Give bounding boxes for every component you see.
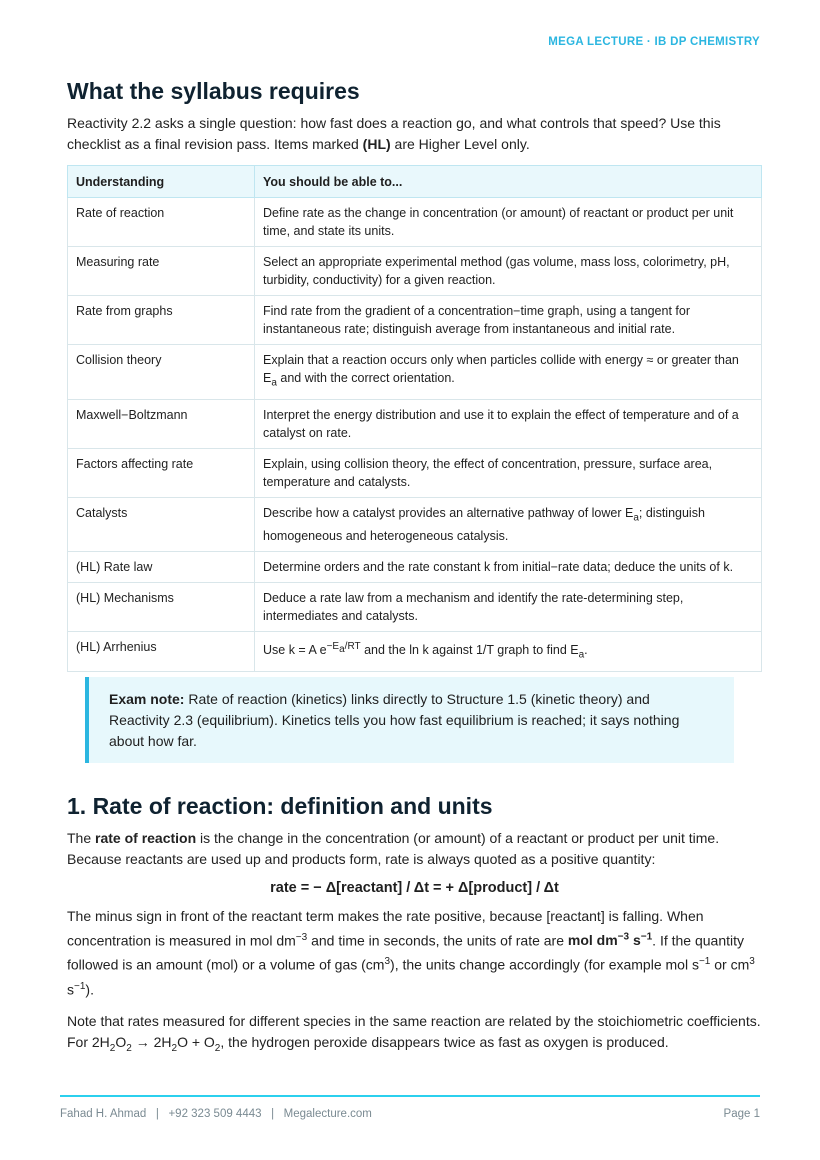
rate-units-sup: −1 bbox=[640, 931, 653, 943]
syllabus-table bbox=[67, 165, 762, 672]
table-row bbox=[68, 198, 762, 247]
desc-text: Describe how a catalyst provides an alternative pathway of lower E bbox=[263, 505, 634, 520]
p1-text: is the change in the concentration (or amount) of a reactant or product per unit time. Because reactants are used up and products form, rate is always quoted as a positive quantity: bbox=[67, 829, 720, 867]
exponent-text: /RT bbox=[344, 641, 361, 652]
section-1-paragraph-1 bbox=[67, 828, 762, 870]
intro-text-2: are Higher Level only. bbox=[390, 136, 530, 152]
table-row bbox=[68, 345, 762, 400]
row-desc: Find rate from the gradient of a concentration−time graph, using a tangent for instantaneous rate; distinguish average from instantaneous and initial rate. bbox=[255, 296, 762, 345]
row-topic: (HL) Mechanisms bbox=[68, 583, 255, 632]
p3-sub: 2 bbox=[171, 1042, 178, 1054]
rate-units-sup: −3 bbox=[617, 931, 630, 943]
desc-text: . bbox=[584, 643, 588, 658]
rate-equation: rate = − Δ[reactant] / Δt = + Δ[product] / Δt bbox=[270, 879, 559, 896]
row-desc: Define rate as the change in concentration (or amount) of reactant or product per unit time, and state its units. bbox=[255, 198, 762, 247]
p3-text: O + O bbox=[177, 1033, 215, 1050]
desc-subscript: a bbox=[633, 512, 639, 523]
row-topic: Catalysts bbox=[68, 497, 255, 552]
p3-sub: 2 bbox=[109, 1042, 116, 1054]
p2-sup: −3 bbox=[295, 931, 308, 943]
page-content bbox=[67, 78, 762, 1068]
table-row bbox=[68, 497, 762, 552]
exponent bbox=[326, 641, 361, 655]
desc-text: Explain that a reaction occurs only when particles collide with energy ≈ or greater than E bbox=[263, 353, 739, 385]
p2-text: . If the quantity followed is an amount (mol) or a volume of gas (cm bbox=[67, 932, 745, 973]
rate-units bbox=[568, 932, 652, 948]
row-topic: Measuring rate bbox=[68, 247, 255, 296]
intro-text-1: Reactivity 2.2 asks a single question: how fast does a reaction go, and what controls that speed? Use this checklist as a final revision pass. Items marked bbox=[67, 115, 721, 152]
row-desc bbox=[255, 632, 762, 672]
exam-note-callout bbox=[85, 677, 734, 763]
page-number: Page 1 bbox=[723, 1108, 760, 1120]
p3-text: Note that rates measured for different species in the same reaction are related by the stoichiometric coefficients. For 2H bbox=[67, 1012, 761, 1050]
footer-contact: Fahad H. Ahmad | +92 323 509 4443 | Megalecture.com bbox=[60, 1108, 372, 1120]
table-row bbox=[68, 632, 762, 672]
p2-sup: 3 bbox=[384, 956, 391, 968]
p2-sup: −1 bbox=[74, 980, 86, 992]
col-header-able-to: You should be able to... bbox=[255, 166, 762, 198]
p3-text: , the hydrogen peroxide disappears twice as fast as oxygen is produced. bbox=[220, 1033, 669, 1050]
desc-text: and the ln k against 1/T graph to find E bbox=[360, 643, 579, 658]
rate-units-text: mol dm bbox=[567, 932, 618, 949]
row-desc: Deduce a rate law from a mechanism and identify the rate-determining step, intermediates and catalysts. bbox=[255, 583, 762, 632]
p2-sup: 3 bbox=[749, 956, 755, 968]
table-row bbox=[68, 247, 762, 296]
row-desc: Explain, using collision theory, the effect of concentration, pressure, surface area, temperature and catalysts. bbox=[255, 448, 762, 497]
p1-term: rate of reaction bbox=[95, 829, 197, 846]
row-desc bbox=[255, 345, 762, 400]
row-desc: Determine orders and the rate constant k from initial−rate data; deduce the units of k. bbox=[255, 552, 762, 583]
row-topic: Rate of reaction bbox=[68, 198, 255, 247]
rate-units-text: s bbox=[629, 932, 641, 949]
row-desc: Interpret the energy distribution and use it to explain the effect of temperature and of a catalyst on rate. bbox=[255, 399, 762, 448]
section-1-paragraph-2 bbox=[67, 906, 762, 1001]
table-row bbox=[68, 583, 762, 632]
row-topic: (HL) Arrhenius bbox=[68, 632, 255, 672]
p3-text: O bbox=[115, 1033, 127, 1050]
row-topic: Maxwell−Boltzmann bbox=[68, 399, 255, 448]
table-row bbox=[68, 448, 762, 497]
desc-text: ; distinguish homogeneous and heterogeneous catalysis. bbox=[263, 505, 705, 543]
footer-divider bbox=[60, 1095, 760, 1097]
desc-subscript: a bbox=[271, 377, 277, 389]
p3-text: → 2H bbox=[131, 1033, 172, 1050]
p2-text: or cm bbox=[710, 956, 750, 973]
row-topic: (HL) Rate law bbox=[68, 552, 255, 583]
p2-text: ), the units change accordingly (for example mol s bbox=[390, 956, 699, 973]
desc-subscript: a bbox=[578, 649, 585, 661]
desc-text: Use k = A e bbox=[263, 643, 327, 658]
syllabus-title: What the syllabus requires bbox=[67, 78, 360, 104]
col-header-understanding: Understanding bbox=[68, 166, 255, 198]
section-1-paragraph-3 bbox=[67, 1011, 762, 1059]
table-row bbox=[68, 399, 762, 448]
exam-note-label: Exam note: bbox=[109, 690, 185, 707]
row-topic: Collision theory bbox=[68, 345, 255, 400]
p2-sup: −1 bbox=[698, 956, 711, 968]
p2-text: s bbox=[67, 981, 74, 998]
row-desc bbox=[255, 497, 762, 552]
p2-text: The minus sign in front of the reactant term makes the rate positive, because [reactant] is falling. When concentration is measured in mol dm bbox=[67, 907, 704, 949]
row-topic: Rate from graphs bbox=[68, 296, 255, 345]
p3-sub: 2 bbox=[214, 1042, 221, 1054]
page-header: MEGA LECTURE · IB DP CHEMISTRY bbox=[548, 36, 760, 48]
exponent-text: −E bbox=[326, 641, 340, 652]
row-topic: Factors affecting rate bbox=[68, 448, 255, 497]
p3-sub: 2 bbox=[126, 1042, 132, 1054]
exam-note-text: Rate of reaction (kinetics) links directly to Structure 1.5 (kinetic theory) and Reactivity 2.3 (equilibrium). Kinetics tells you how fast equilibrium is reached; it says nothing about how far. bbox=[109, 690, 680, 749]
p2-text: ). bbox=[85, 981, 94, 998]
exponent-subscript: a bbox=[339, 644, 345, 655]
syllabus-intro bbox=[67, 113, 762, 155]
table-header-row bbox=[68, 166, 762, 198]
p1-text: The bbox=[67, 829, 96, 846]
row-desc: Select an appropriate experimental method (gas volume, mass loss, colorimetry, pH, turbidity, conductivity) for a given reaction. bbox=[255, 247, 762, 296]
p2-text: and time in seconds, the units of rate are bbox=[307, 932, 568, 949]
table-row bbox=[68, 552, 762, 583]
section-1-title: 1. Rate of reaction: definition and units bbox=[67, 792, 493, 819]
table-row bbox=[68, 296, 762, 345]
intro-hl-marker: (HL) bbox=[362, 136, 391, 152]
desc-text: and with the correct orientation. bbox=[276, 371, 455, 385]
